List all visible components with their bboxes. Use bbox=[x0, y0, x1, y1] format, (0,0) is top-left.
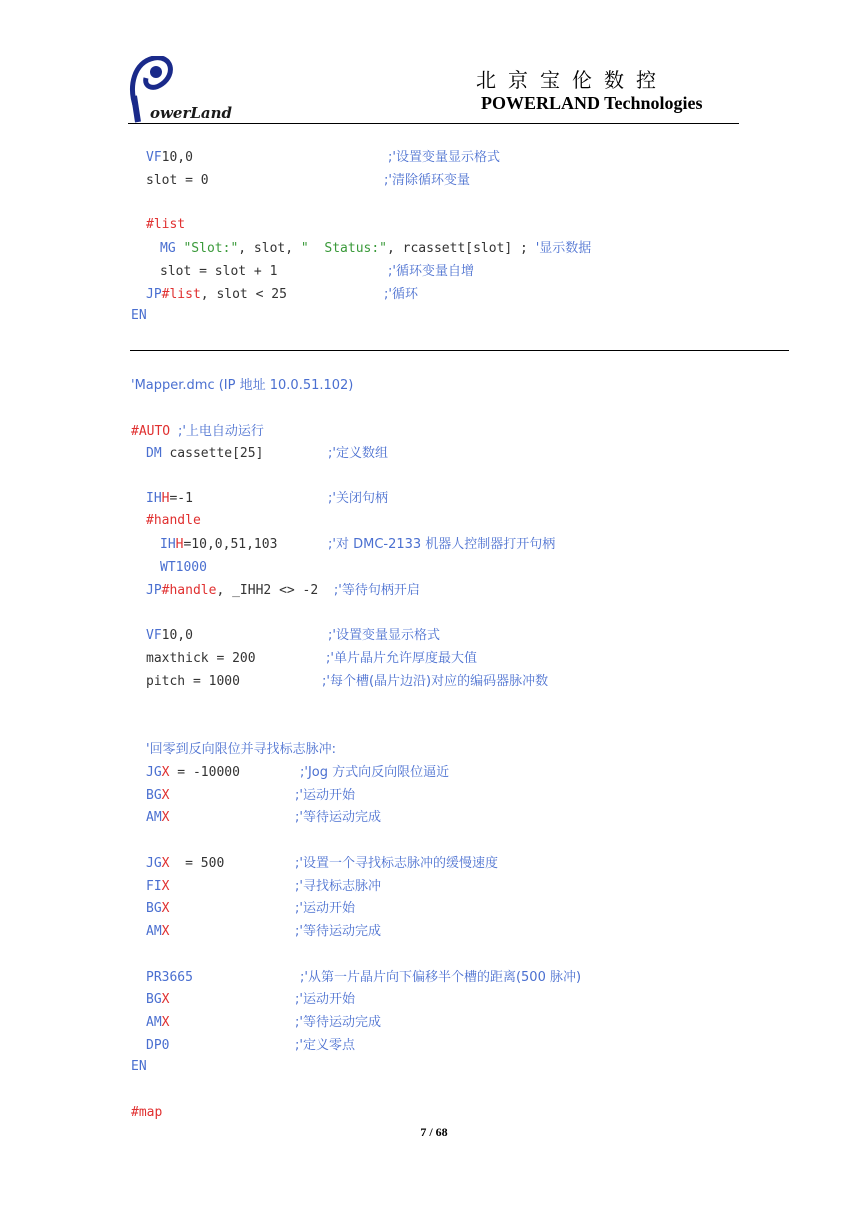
code-line: BGX bbox=[146, 901, 170, 916]
code-line: DP0 bbox=[146, 1038, 170, 1053]
code-comment: ;'单片晶片允许厚度最大值 bbox=[326, 651, 477, 666]
code-comment: ;'设置变量显示格式 bbox=[388, 150, 500, 165]
code-comment: ;'循环变量自增 bbox=[388, 264, 474, 279]
code-comment: ;'定义数组 bbox=[328, 446, 388, 461]
code-line: JGX = -10000 bbox=[146, 765, 240, 780]
code-comment: ;'循环 bbox=[384, 287, 418, 302]
code-comment: ;'关闭句柄 bbox=[328, 491, 388, 506]
code-line: EN bbox=[131, 308, 147, 323]
code-line: maxthick = 200 bbox=[146, 651, 256, 666]
svg-text:owerLand: owerLand bbox=[150, 104, 233, 122]
page-number: 7 / 68 bbox=[420, 1125, 448, 1139]
code-line: PR3665 bbox=[146, 970, 193, 985]
code-line: EN bbox=[131, 1059, 147, 1074]
code-line: BGX bbox=[146, 992, 170, 1007]
code-comment: ;'运动开始 bbox=[295, 992, 355, 1007]
code-comment: ;'从第一片晶片向下偏移半个槽的距离(500 脉冲) bbox=[300, 970, 582, 985]
code-comment: ;'等待运动完成 bbox=[295, 1015, 381, 1030]
code-line: JP#list, slot < 25 bbox=[146, 287, 287, 302]
code-comment: ;'每个槽(晶片边沿)对应的编码器脉冲数 bbox=[322, 674, 549, 689]
code-label: #map bbox=[131, 1105, 163, 1120]
code-line: BGX bbox=[146, 788, 170, 803]
code-comment: ;'设置变量显示格式 bbox=[328, 628, 440, 643]
code-comment: ;'运动开始 bbox=[295, 901, 355, 916]
code-line: VF10,0 bbox=[146, 150, 193, 165]
code-comment: ;'Jog 方式向反向限位逼近 bbox=[300, 765, 450, 780]
code-line: AMX bbox=[146, 810, 170, 825]
code-comment: '回零到反向限位并寻找标志脉冲: bbox=[146, 742, 336, 757]
code-label: #handle bbox=[146, 513, 201, 528]
code-line: WT1000 bbox=[160, 560, 207, 575]
code-comment: ;'设置一个寻找标志脉冲的缓慢速度 bbox=[295, 856, 498, 871]
company-name-en: POWERLAND Technologies bbox=[481, 93, 703, 113]
code-comment: ;'运动开始 bbox=[295, 788, 355, 803]
code-label: #list bbox=[146, 217, 186, 232]
code-line: JP#handle, _IHH2 <> -2 ;'等待句柄开启 bbox=[146, 583, 420, 598]
code-comment: ;'等待运动完成 bbox=[295, 924, 381, 939]
code-line: pitch = 1000 bbox=[146, 674, 240, 689]
code-line: #AUTO ;'上电自动运行 bbox=[131, 424, 264, 439]
code-comment: ;'寻找标志脉冲 bbox=[295, 879, 381, 894]
section-divider bbox=[130, 350, 789, 351]
code-title: 'Mapper.dmc (IP 地址 10.0.51.102) bbox=[131, 378, 354, 393]
company-name-cn: 北京宝伦数控 bbox=[476, 68, 668, 92]
code-line: AMX bbox=[146, 1015, 170, 1030]
powerland-logo bbox=[128, 56, 234, 124]
code-line: MG "Slot:", slot, " Status:", rcassett[slot] ; '显示数据 bbox=[160, 241, 592, 256]
code-line: slot = slot + 1 bbox=[160, 264, 278, 279]
code-line: DM cassette[25] bbox=[146, 446, 264, 461]
code-comment: ;'对 DMC-2133 机器人控制器打开句柄 bbox=[328, 537, 556, 552]
code-line: IHH=10,0,51,103 bbox=[160, 537, 278, 552]
code-line: slot = 0 bbox=[146, 173, 209, 188]
header-divider bbox=[128, 123, 739, 124]
code-line: IHH=-1 bbox=[146, 491, 193, 506]
code-line: FIX bbox=[146, 879, 170, 894]
code-comment: ;'清除循环变量 bbox=[384, 173, 470, 188]
code-comment: ;'定义零点 bbox=[295, 1038, 355, 1053]
code-line: JGX = 500 bbox=[146, 856, 225, 871]
code-line: AMX bbox=[146, 924, 170, 939]
code-comment: ;'等待运动完成 bbox=[295, 810, 381, 825]
code-line: VF10,0 bbox=[146, 628, 193, 643]
